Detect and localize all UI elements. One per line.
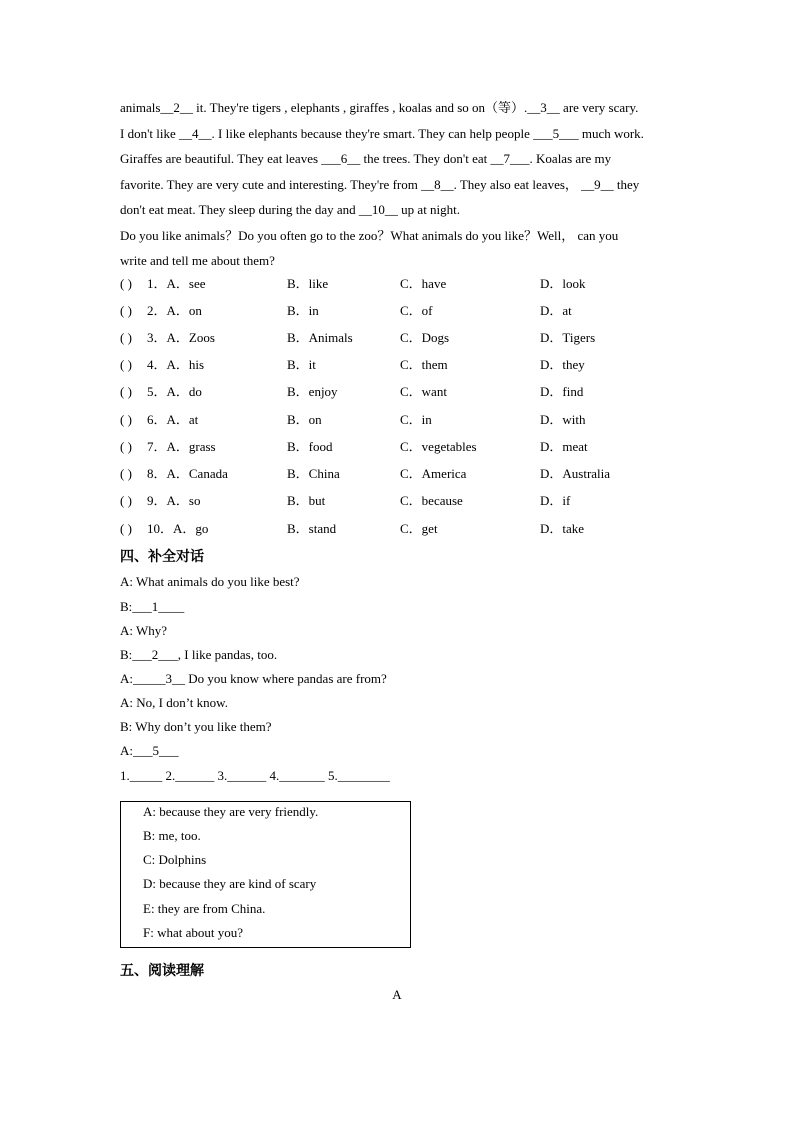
- option-c: C．get: [400, 521, 438, 536]
- answer-blank[interactable]: ( ): [120, 493, 132, 508]
- option-a: 7．A．grass: [147, 439, 216, 454]
- option-b: B．enjoy: [287, 384, 338, 399]
- option-a: 6．A．at: [147, 412, 199, 427]
- option-c: C．of: [400, 303, 433, 318]
- option-a: 1．A．see: [147, 276, 206, 291]
- options-box: [120, 801, 411, 948]
- dialogue-line: A: No, I don’t know.: [120, 695, 228, 710]
- option-d: D．look: [540, 276, 586, 291]
- option-d: D．they: [540, 357, 585, 372]
- dialogue-line: B:___2___, I like pandas, too.: [120, 647, 278, 662]
- section-heading: 四、补全对话: [120, 549, 204, 565]
- option-c: C．them: [400, 357, 448, 372]
- dialogue-line: A:_____3__ Do you know where pandas are from?: [120, 671, 387, 686]
- option-b: B．stand: [287, 521, 337, 536]
- dialogue-line: A:___5___: [120, 743, 179, 758]
- option-d: D．find: [540, 384, 584, 399]
- option-b: B．on: [287, 412, 322, 427]
- option-b: B．China: [287, 466, 340, 481]
- option-item: B: me, too.: [143, 828, 201, 843]
- option-d: D．if: [540, 493, 571, 508]
- option-b: B．food: [287, 439, 333, 454]
- option-c: C．America: [400, 466, 467, 481]
- passage-label: A: [392, 987, 402, 1002]
- dialogue-line: A: Why?: [120, 623, 168, 638]
- option-b: B．it: [287, 357, 316, 372]
- option-a: 9．A．so: [147, 493, 201, 508]
- option-d: D．Australia: [540, 466, 611, 481]
- passage-line: Giraffes are beautiful. They eat leaves ___6__ the trees. They don't eat __7___. Koalas are my: [120, 151, 612, 166]
- option-item: C: Dolphins: [143, 852, 207, 867]
- option-b: B．in: [287, 303, 319, 318]
- option-a: 8．A．Canada: [147, 466, 228, 481]
- option-b: B．but: [287, 493, 326, 508]
- option-d: D．at: [540, 303, 572, 318]
- option-c: C．because: [400, 493, 463, 508]
- option-c: C．vegetables: [400, 439, 477, 454]
- option-c: C．Dogs: [400, 330, 450, 345]
- passage-line: favorite. They are very cute and interesting. They're from __8__. They also eat leaves， __9__ they: [120, 176, 640, 192]
- answer-blank[interactable]: ( ): [120, 466, 132, 481]
- passage-line: don't eat meat. They sleep during the day and __10__ up at night.: [120, 202, 461, 217]
- cloze-passage: [120, 95, 675, 274]
- answer-blank[interactable]: ( ): [120, 439, 132, 454]
- answer-blank[interactable]: ( ): [120, 412, 132, 427]
- passage-line: Do you like animals？Do you often go to the zoo？What animals do you like？Well， can you: [120, 227, 619, 243]
- option-a: 5．A．do: [147, 384, 202, 399]
- option-a: 10．A．go: [147, 521, 209, 536]
- option-b: B．Animals: [287, 330, 353, 345]
- answer-blank[interactable]: ( ): [120, 330, 132, 345]
- answer-blank[interactable]: ( ): [120, 303, 132, 318]
- answer-blank[interactable]: ( ): [120, 276, 132, 291]
- option-c: C．in: [400, 412, 432, 427]
- passage-line: animals__2__ it. They're tigers , elephants , giraffes , koalas and so on（等）.__3__ are very scary.: [120, 100, 639, 115]
- option-d: D．with: [540, 412, 586, 427]
- dialogue-line: B:___1____: [120, 599, 185, 614]
- option-c: C．have: [400, 276, 447, 291]
- option-b: B．like: [287, 276, 329, 291]
- option-a: 4．A．his: [147, 357, 205, 372]
- dialogue-line: A: What animals do you like best?: [120, 574, 300, 589]
- dialogue-line: B: Why don’t you like them?: [120, 719, 272, 734]
- option-d: D．Tigers: [540, 330, 596, 345]
- option-a: 3．A．Zoos: [147, 330, 215, 345]
- option-item: E: they are from China.: [143, 901, 266, 916]
- answer-blanks-line[interactable]: 1._____ 2.______ 3.______ 4._______ 5.________: [120, 768, 390, 783]
- option-a: 2．A．on: [147, 303, 202, 318]
- section-heading: 五、阅读理解: [120, 963, 204, 979]
- answer-blank[interactable]: ( ): [120, 384, 132, 399]
- option-d: D．take: [540, 521, 585, 536]
- passage-line: write and tell me about them?: [120, 253, 275, 268]
- answer-blank[interactable]: ( ): [120, 357, 132, 372]
- answer-blank[interactable]: ( ): [120, 521, 132, 536]
- option-item: D: because they are kind of scary: [143, 876, 317, 891]
- option-item: F: what about you?: [143, 925, 244, 940]
- option-d: D．meat: [540, 439, 588, 454]
- option-c: C．want: [400, 384, 447, 399]
- option-item: A: because they are very friendly.: [143, 804, 319, 819]
- passage-line: I don't like __4__. I like elephants because they're smart. They can help people ___5___ much work.: [120, 125, 644, 141]
